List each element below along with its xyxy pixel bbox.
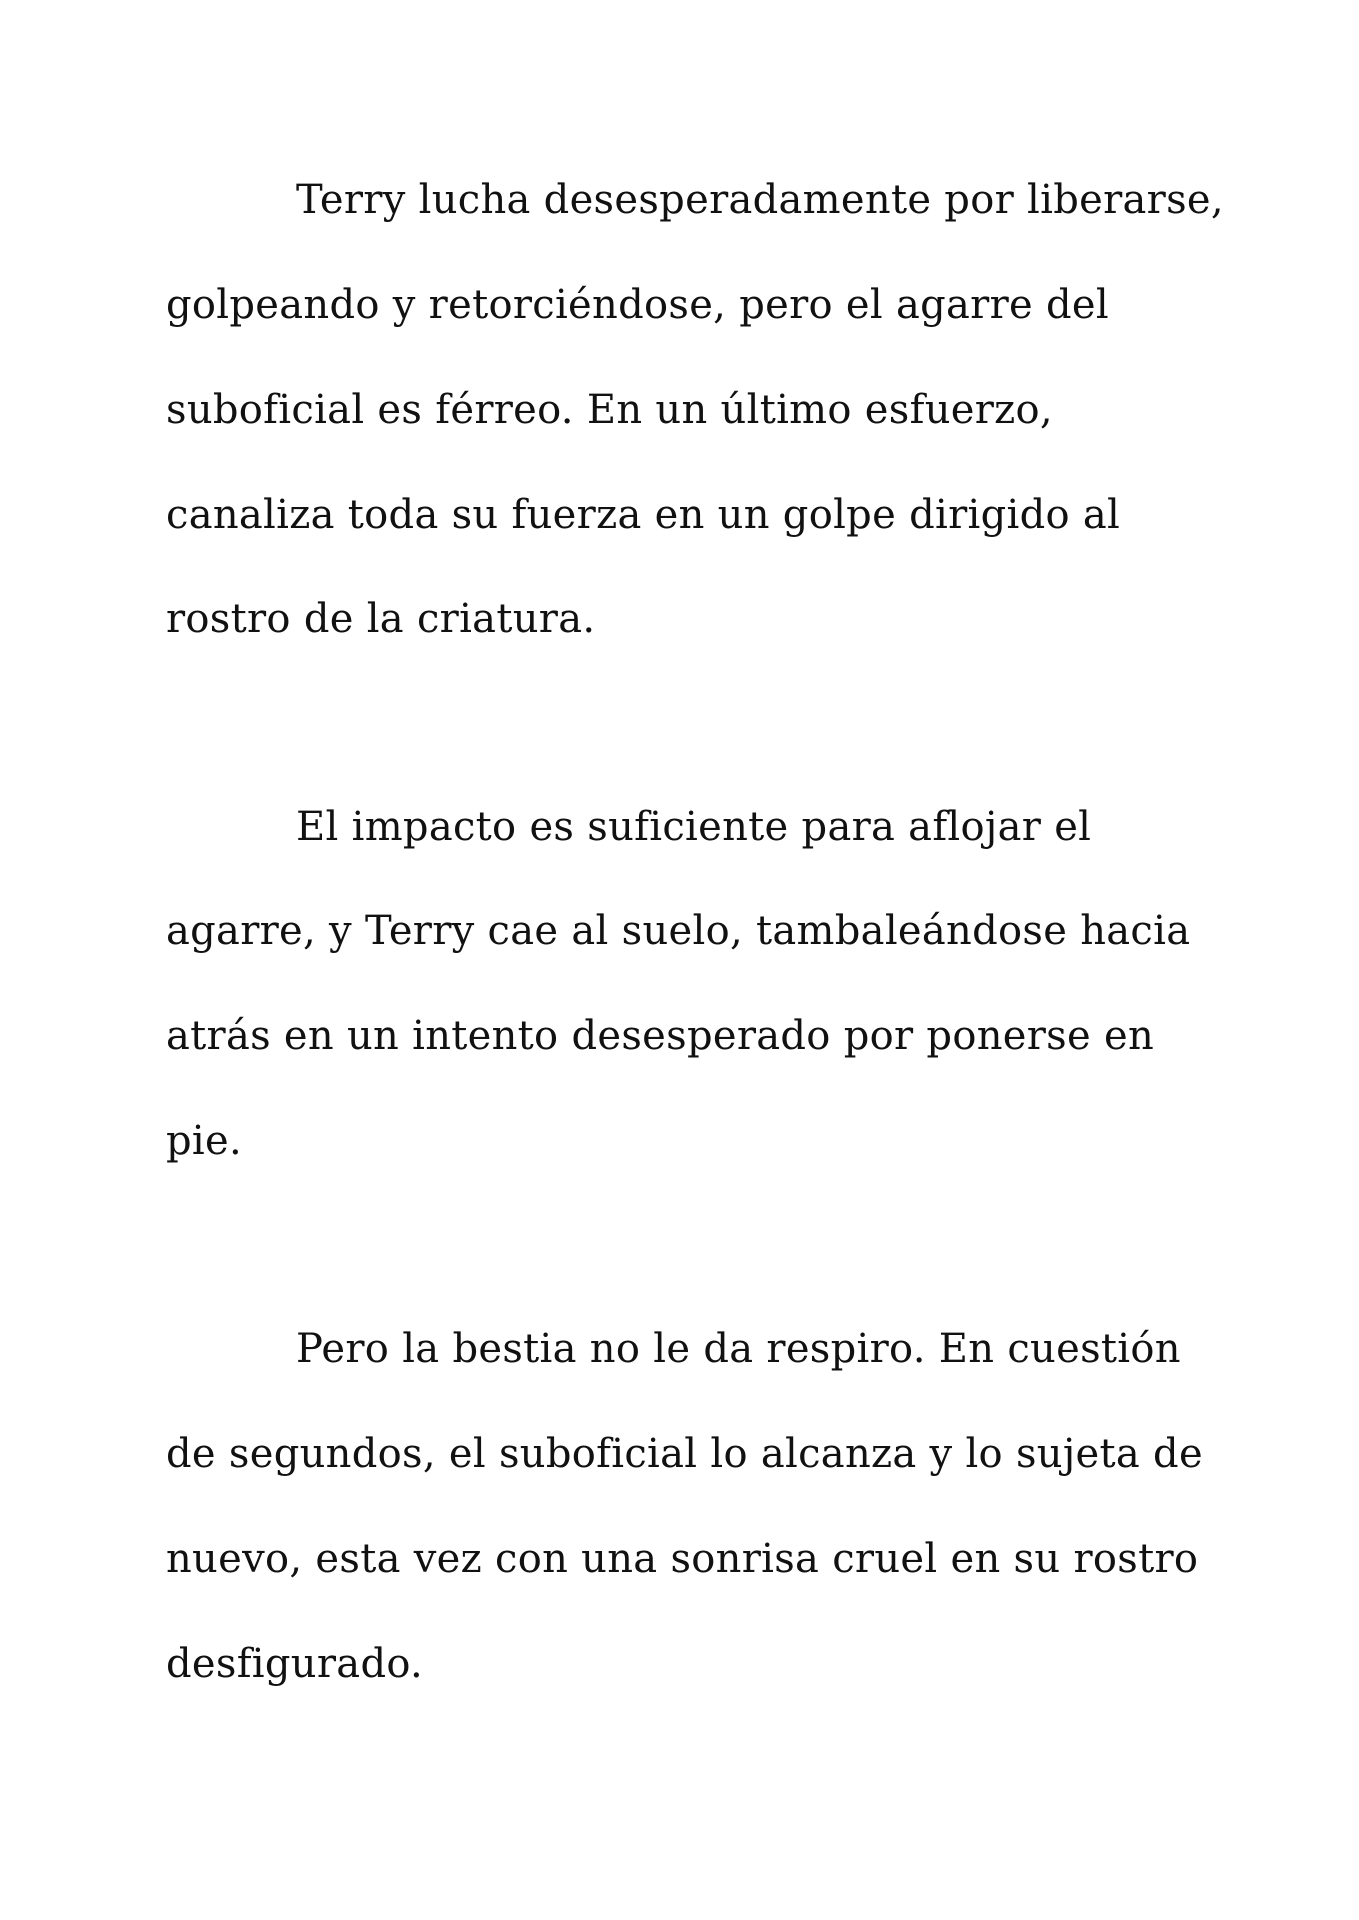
paragraph-1-line-1: Terry lucha desesperadamente por liberarse, [296, 177, 1224, 223]
paragraph-3-line-4: desfigurado. [166, 1641, 424, 1687]
paragraph-2-line-1: El impacto es suficiente para aflojar el [296, 804, 1092, 850]
paragraph-2-line-4: pie. [166, 1118, 242, 1164]
paragraph-2-line-2: agarre, y Terry cae al suelo, tambaleándose hacia [166, 908, 1191, 954]
paragraph-1-line-3: suboficial es férreo. En un último esfuerzo, [166, 387, 1053, 433]
paragraph-1-line-5: rostro de la criatura. [166, 596, 596, 642]
paragraph-3-line-1: Pero la bestia no le da respiro. En cuestión [296, 1326, 1181, 1372]
paragraph-1-line-4: canaliza toda su fuerza en un golpe dirigido al [166, 492, 1121, 538]
paragraph-1-line-2: golpeando y retorciéndose, pero el agarre del [166, 282, 1109, 328]
paragraph-3-line-3: nuevo, esta vez con una sonrisa cruel en su rostro [166, 1536, 1199, 1582]
paragraph-3-line-2: de segundos, el suboficial lo alcanza y lo sujeta de [166, 1431, 1203, 1477]
paragraph-2-line-3: atrás en un intento desesperado por ponerse en [166, 1013, 1155, 1059]
